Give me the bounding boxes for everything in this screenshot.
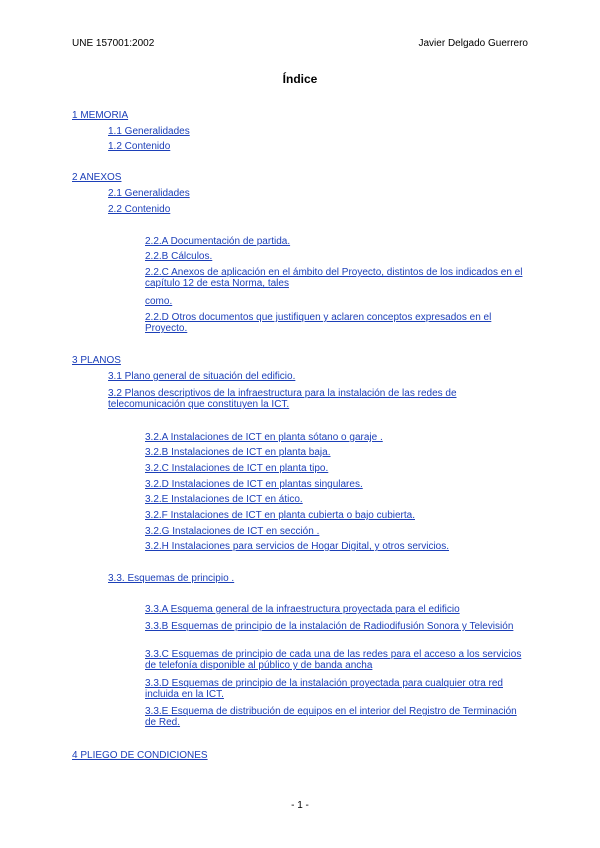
toc-link-3-2-e[interactable]: 3.2.E Instalaciones de ICT en ático. bbox=[145, 494, 303, 505]
toc-link-1-1[interactable]: 1.1 Generalidades bbox=[108, 126, 190, 137]
toc-link-2-2-a[interactable]: 2.2.A Documentación de partida. bbox=[145, 236, 291, 247]
page-title: Índice bbox=[282, 72, 318, 86]
toc-link-2-2-c[interactable]: 2.2.C Anexos de aplicación en el ámbito del Proyecto, distintos de los indicados en el capítulo 12 de esta Norma, tales bbox=[145, 267, 523, 289]
toc-link-3-3-a[interactable]: 3.3.A Esquema general de la infraestructura proyectada para el edificio bbox=[145, 604, 460, 615]
header-left: UNE 157001:2002 bbox=[72, 38, 155, 49]
toc-link-3-2-b[interactable]: 3.2.B Instalaciones de ICT en planta baja. bbox=[145, 447, 331, 458]
page-number: - 1 - bbox=[291, 800, 309, 811]
toc-link-3-3[interactable]: 3.3. Esquemas de principio . bbox=[108, 573, 235, 584]
toc-link-3-2-a[interactable]: 3.2.A Instalaciones de ICT en planta sótano o garaje . bbox=[145, 432, 383, 443]
toc-link-2-1[interactable]: 2.1 Generalidades bbox=[108, 188, 190, 199]
toc-link-1-2[interactable]: 1.2 Contenido bbox=[108, 141, 171, 152]
toc-link-3-2-g[interactable]: 3.2.G Instalaciones de ICT en sección . bbox=[145, 526, 320, 537]
toc-link-anexos[interactable]: 2 ANEXOS bbox=[72, 172, 122, 183]
toc-link-3-3-b[interactable]: 3.3.B Esquemas de principio de la instalación de Radiodifusión Sonora y Televisión bbox=[145, 621, 514, 632]
toc-link-2-2-d[interactable]: 2.2.D Otros documentos que justifiquen y aclaren conceptos expresados en el Proyecto. bbox=[145, 312, 492, 334]
toc-link-3-3-c[interactable]: 3.3.C Esquemas de principio de cada una de las redes para el acceso a los servicios de telefonía disponible al público y de banda ancha bbox=[145, 649, 522, 671]
toc-link-3-2-c[interactable]: 3.2.C Instalaciones de ICT en planta tipo. bbox=[145, 463, 329, 474]
toc-link-memoria[interactable]: 1 MEMORIA bbox=[72, 110, 129, 121]
toc-link-planos[interactable]: 3 PLANOS bbox=[72, 355, 121, 366]
toc-link-2-2[interactable]: 2.2 Contenido bbox=[108, 204, 171, 215]
toc-link-3-2[interactable]: 3.2 Planos descriptivos de la infraestructura para la instalación de las redes de telecomunicación que constituyen la ICT. bbox=[108, 388, 457, 410]
toc-link-3-3-d[interactable]: 3.3.D Esquemas de principio de la instalación proyectada para cualquier otra red incluida en la ICT. bbox=[145, 678, 503, 700]
toc-link-3-2-d[interactable]: 3.2.D Instalaciones de ICT en plantas singulares. bbox=[145, 479, 363, 490]
toc-link-3-2-f[interactable]: 3.2.F Instalaciones de ICT en planta cubierta o bajo cubierta. bbox=[145, 510, 415, 521]
toc-link-pliego[interactable]: 4 PLIEGO DE CONDICIONES bbox=[72, 750, 208, 761]
toc-link-3-3-e[interactable]: 3.3.E Esquema de distribución de equipos en el interior del Registro de Terminación de Red. bbox=[145, 706, 517, 728]
toc-link-3-2-h[interactable]: 3.2.H Instalaciones para servicios de Hogar Digital, y otros servicios. bbox=[145, 541, 450, 552]
header-right: Javier Delgado Guerrero bbox=[418, 38, 528, 49]
toc-link-2-2-b[interactable]: 2.2.B Cálculos. bbox=[145, 251, 213, 262]
toc-link-2-2-c-cont[interactable]: como. bbox=[145, 296, 173, 307]
toc-link-3-1[interactable]: 3.1 Plano general de situación del edificio. bbox=[108, 371, 296, 382]
